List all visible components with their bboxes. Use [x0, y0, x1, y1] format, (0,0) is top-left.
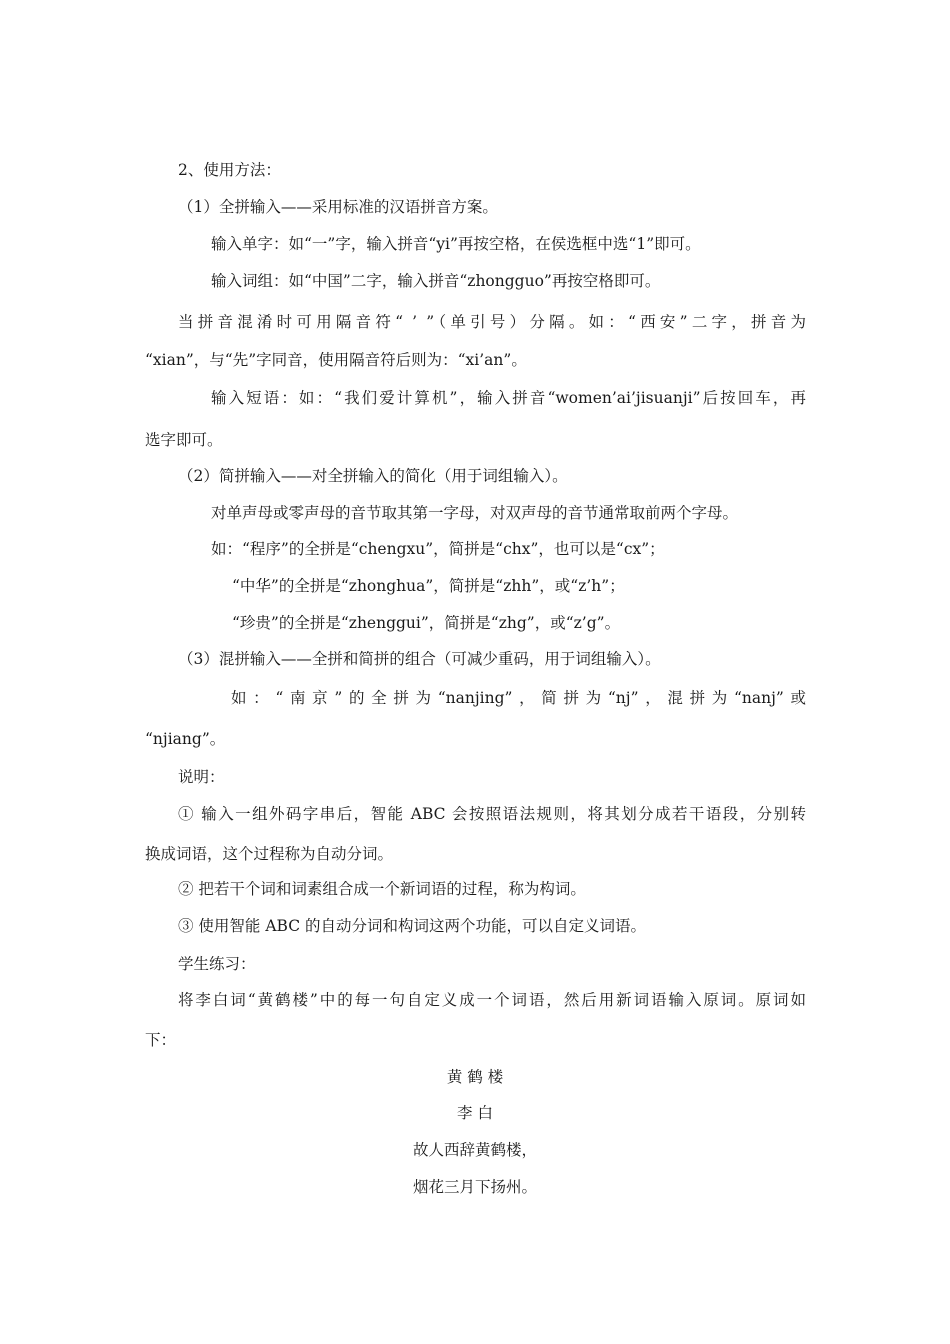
paragraph-line: ② 把若干个词和词素组合成一个新词语的过程，称为构词。	[178, 880, 586, 898]
paragraph-line: 输入单字：如“一”字，输入拼音“yi”再按空格，在侯选框中选“1”即可。	[211, 235, 701, 253]
paragraph-line: 输入词组：如“中国”二字，输入拼音“zhongguo”再按空格即可。	[211, 272, 661, 290]
poem-line: 烟花三月下扬州。	[412, 1178, 537, 1196]
paragraph-line: 下：	[145, 1031, 177, 1049]
poem-line: 故人西辞黄鹤楼，	[412, 1141, 537, 1159]
paragraph-line: ③ 使用智能 ABC 的自动分词和构词这两个功能，可以自定义词语。	[178, 917, 647, 935]
paragraph-line: 输入短语：如：“我们爱计算机”，输入拼音“women’ai’jisuanji”后按回车，再	[211, 389, 806, 407]
note-heading: 说明：	[178, 768, 225, 786]
paragraph-line: ① 输入一组外码字串后，智能 ABC 会按照语法规则，将其划分成若干语段，分别转	[178, 805, 806, 823]
paragraph-line: 对单声母或零声母的音节取其第一字母，对双声母的音节通常取前两个字母。	[211, 504, 739, 522]
section-heading: 2、使用方法：	[178, 161, 281, 179]
paragraph-line: “中华”的全拼是“zhonghua”，简拼是“zhh”，或“z’h”；	[232, 577, 625, 595]
paragraph-line: 换成词语，这个过程称为自动分词。	[145, 845, 394, 863]
subsection-heading-3: （3）混拼输入——全拼和简拼的组合（可减少重码，用于词组输入）。	[178, 650, 661, 668]
paragraph-line: 当拼音混淆时可用隔音符“ ’ ”（单引号）分隔。如：“西安”二字，拼音为	[178, 313, 806, 331]
paragraph-line: “珍贵”的全拼是“zhenggui”，简拼是“zhg”，或“z’g”。	[232, 614, 621, 632]
poem-title: 黄 鹤 楼	[446, 1068, 504, 1086]
subsection-heading-1: （1）全拼输入——采用标准的汉语拼音方案。	[178, 198, 498, 216]
subsection-heading-2: （2）简拼输入——对全拼输入的简化（用于词组输入）。	[178, 467, 568, 485]
paragraph-line: “njiang”。	[145, 730, 226, 748]
paragraph-line: 如：“南京”的全拼为“nanjing”，简拼为“nj”，混拼为“nanj”或	[231, 689, 806, 707]
paragraph-line: 将李白词“黄鹤楼”中的每一句自定义成一个词语，然后用新词语输入原词。原词如	[178, 991, 806, 1009]
exercise-heading: 学生练习：	[178, 955, 256, 973]
paragraph-line: 选字即可。	[145, 431, 223, 449]
paragraph-line: “xian”，与“先”字同音，使用隔音符后则为：“xi’an”。	[145, 351, 527, 369]
poem-author: 李 白	[457, 1104, 493, 1122]
paragraph-line: 如：“程序”的全拼是“chengxu”，简拼是“chx”，也可以是“cx”；	[211, 540, 665, 558]
